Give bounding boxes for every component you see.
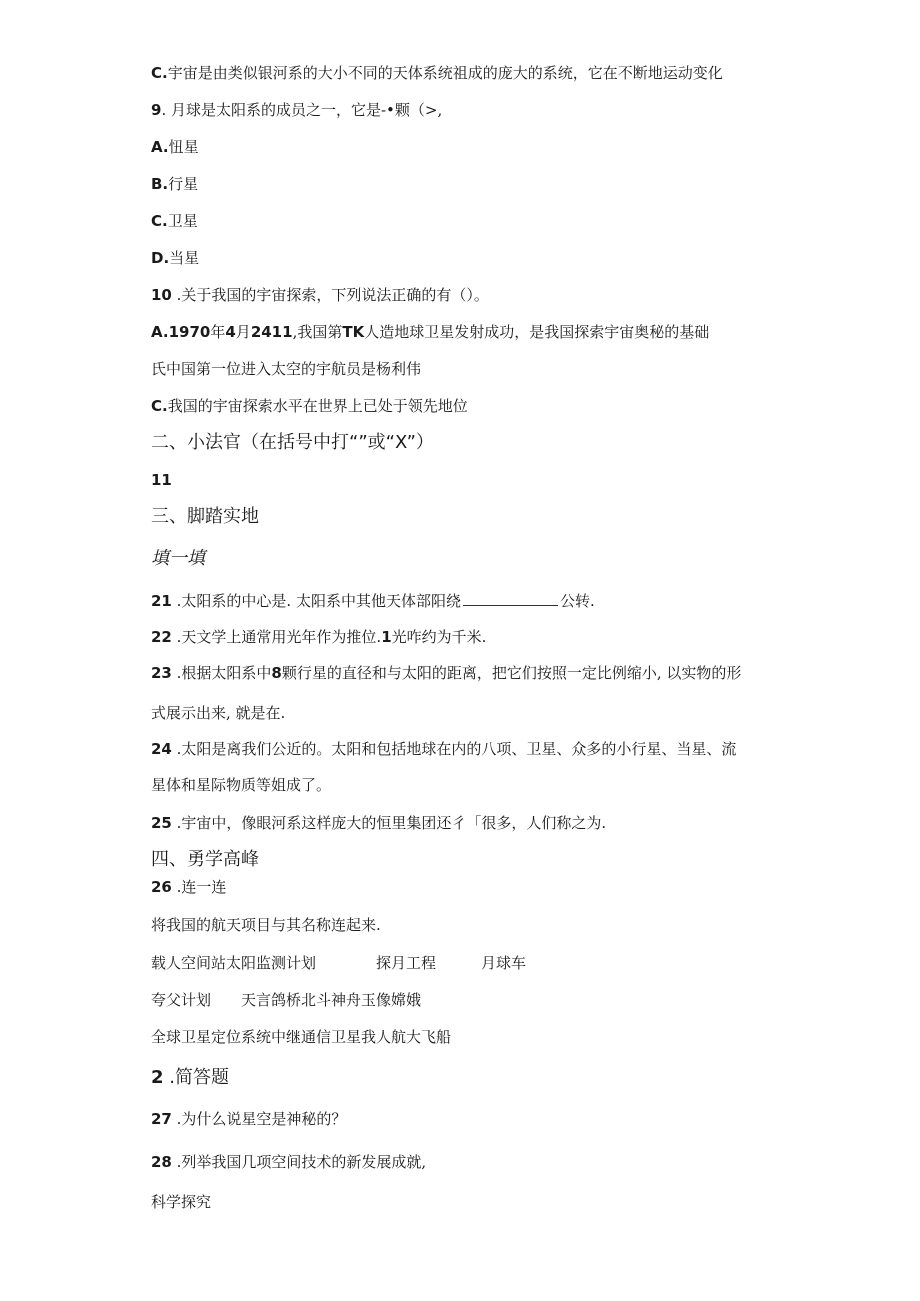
option-letter: C.	[151, 397, 168, 415]
option-text: 年	[210, 323, 226, 341]
q9-option-a	[151, 137, 199, 157]
q9-option-b	[151, 174, 198, 194]
q10-option-b	[151, 359, 421, 379]
question-number: 25	[151, 814, 172, 832]
q26-row-3: 全球卫星定位系统中继通信卫星我人航大飞船	[151, 1028, 452, 1046]
question-26	[151, 877, 226, 897]
question-text: .根据太阳系中	[171, 664, 272, 682]
question-text: .关于我国的宇宙探索，下列说法正确的有（）。	[171, 286, 489, 304]
answer-blank[interactable]	[463, 591, 558, 606]
question-text: .连一连	[171, 878, 227, 896]
option-letter: A.	[151, 138, 169, 156]
question-text: .太阳系的中心是. 太阳系中其他天体部阳绕	[171, 592, 461, 610]
question-number: 9	[151, 101, 162, 119]
section-4-heading: 四、勇学高峰	[151, 849, 259, 870]
option-text: 我国的宇宙探索水平在世界上已处于领先地位	[167, 397, 468, 415]
question-text: .太阳是离我们公近的。太阳和包括地球在内的八项、卫星、众多的小行星、当星、流	[171, 740, 737, 758]
option-text: 忸星	[168, 138, 199, 156]
question-text: 光咋约为千米.	[391, 628, 487, 646]
question-27	[151, 1109, 346, 1129]
question-text: .为什么说星空是神秘的？	[171, 1110, 347, 1128]
question-number: 24	[151, 740, 172, 758]
number: 1	[381, 628, 392, 646]
question-21	[151, 591, 595, 611]
match-item: 月球车	[481, 954, 527, 972]
section-short-answer	[151, 1066, 229, 1090]
option-letter: C.	[151, 212, 168, 230]
match-item: 夸父计划	[151, 991, 212, 1009]
question-text: 公转.	[559, 592, 595, 610]
question-number: 21	[151, 592, 172, 610]
option-text: 氏中国第一位进入太空的宇航员是杨利伟	[151, 360, 422, 378]
number: 8	[271, 664, 282, 682]
question-9	[151, 100, 442, 120]
question-number: 23	[151, 664, 172, 682]
q26-row-1	[151, 953, 526, 973]
year-number: 1970	[168, 323, 211, 341]
option-text: 人造地球卫星发射成功，是我国探索宇宙奥秘的基础	[364, 323, 710, 341]
option-text: 行星	[168, 175, 199, 193]
match-item: 天言鸽桥北斗神舟玉像嫦娥	[241, 991, 422, 1009]
q10-option-c	[151, 396, 468, 416]
question-number: 27	[151, 1110, 172, 1128]
question-28	[151, 1152, 426, 1172]
option-text: 当星	[169, 249, 200, 267]
section-number: 2	[151, 1067, 164, 1088]
question-10	[151, 285, 489, 305]
option-letter: A.	[151, 323, 169, 341]
match-item: 载人空间站太阳监测计划	[151, 954, 317, 972]
month-number: 4	[225, 323, 236, 341]
section-3-heading: 三、脚踏实地	[151, 506, 259, 527]
day-number: 2411	[250, 323, 293, 341]
option-text: 月	[235, 323, 251, 341]
q9-option-c	[151, 211, 198, 231]
option-letter: C.	[151, 64, 168, 82]
question-24	[151, 739, 736, 759]
question-text: 颗行星的直径和与太阳的距离，把它们按照一定比例缩小, 以实物的形	[281, 664, 742, 682]
q8-option-c	[151, 63, 723, 83]
q9-option-d	[151, 248, 199, 268]
question-23	[151, 663, 741, 683]
question-25	[151, 813, 606, 833]
subsection-fill-in: 填一填	[151, 548, 205, 569]
question-23-line-2: 式展示出来, 就是在.	[151, 704, 286, 722]
ocr-artifact: TK	[342, 323, 365, 341]
option-letter: D.	[151, 249, 170, 267]
question-text: . 月球是太阳系的成员之一，它是-•颗（>,	[161, 101, 443, 119]
q26-instruction: 将我国的航天项目与其名称连起来.	[151, 916, 381, 934]
science-inquiry-heading: 科学探究	[151, 1193, 212, 1211]
match-item: 探月工程	[376, 954, 437, 972]
q10-option-a	[151, 322, 709, 342]
question-number: 22	[151, 628, 172, 646]
section-title: .简答题	[163, 1067, 229, 1088]
question-11: 11	[151, 471, 172, 489]
q26-row-2	[151, 990, 421, 1010]
question-text: .列举我国几项空间技术的新发展成就,	[171, 1153, 427, 1171]
question-24-line-2: 星体和星际物质等姐成了。	[151, 776, 332, 794]
option-letter: B.	[151, 175, 169, 193]
question-text: .宇宙中，像眼河系这样庞大的恒里集团还彳「很多，人们称之为.	[171, 814, 607, 832]
section-2-heading: 二、小法官（在括号中打“”或“X”）	[151, 432, 434, 453]
question-22	[151, 627, 486, 647]
option-text: 卫星	[167, 212, 198, 230]
question-number: 10	[151, 286, 172, 304]
option-text: 宇宙是由类似银河系的大小不同的天体系统祖成的庞大的系统，它在不断地运动变化	[167, 64, 723, 82]
question-text: .天文学上通常用光年作为推位.	[171, 628, 382, 646]
option-text: ,我国第	[292, 323, 343, 341]
question-number: 26	[151, 878, 172, 896]
question-number: 28	[151, 1153, 172, 1171]
